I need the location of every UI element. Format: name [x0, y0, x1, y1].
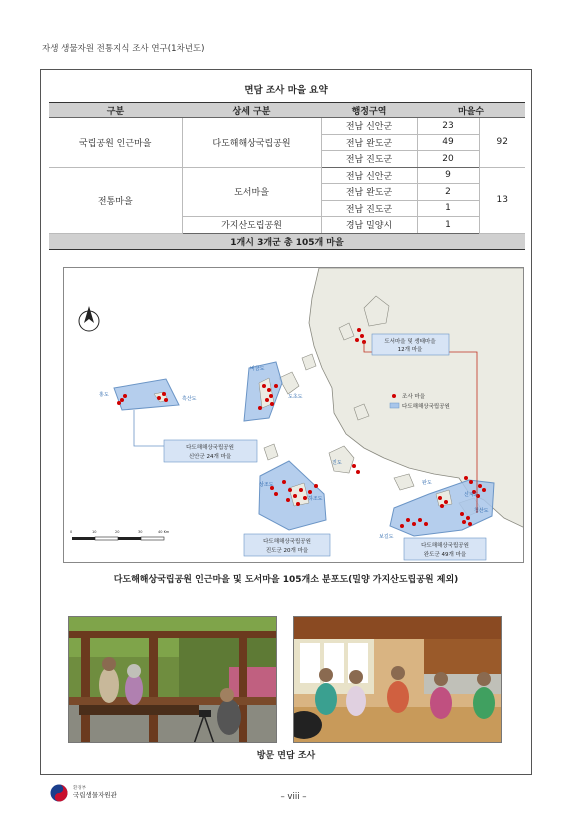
callout-jindo-line1: 다도해해상국립공원 [263, 539, 311, 545]
map-label-hongdo: 홍도 [99, 392, 109, 398]
village-dot [352, 464, 356, 468]
table-row [49, 118, 525, 135]
count-cell: 49 [417, 134, 479, 151]
village-dot [466, 516, 470, 520]
village-dot [269, 394, 273, 398]
village-dot [460, 512, 464, 516]
village-dot [265, 398, 269, 402]
village-dot [164, 398, 168, 402]
scale-tick: 20 [115, 530, 120, 534]
callout-wando-line1: 다도해해상국립공원 [421, 543, 469, 549]
village-dot [469, 480, 473, 484]
region-cell: 전남 신안군 [321, 118, 417, 135]
column-header: 구분 [49, 103, 182, 118]
map-label-docho: 도초도 [288, 394, 303, 400]
logo-institute: 국립생물자원관 [73, 790, 117, 799]
village-dot [418, 518, 422, 522]
legend-village: 조사 마을 [402, 394, 426, 400]
village-dot [464, 476, 468, 480]
callout-sinan-line2: 신안군 24개 마을 [188, 454, 232, 460]
map-label-heuksando: 흑산도 [182, 396, 197, 402]
wando-callout [404, 538, 486, 560]
category-cell: 전통마을 [49, 167, 182, 233]
village-dot [274, 384, 278, 388]
count-cell: 20 [417, 151, 479, 168]
village-dot [288, 488, 292, 492]
page-number: – viii – [280, 792, 307, 802]
subtotal-cell: 13 [479, 167, 525, 233]
village-dot [162, 392, 166, 396]
running-header: 자생 생물자원 전통지식 조사 연구(1차년도) [42, 44, 205, 54]
callout-wando-line2: 완도군 49개 마을 [423, 552, 467, 558]
village-dot [440, 504, 444, 508]
village-dot [270, 402, 274, 406]
scale-tick: 10 [92, 530, 97, 534]
village-dot [355, 338, 359, 342]
callout-jindo-line2: 진도군 20개 마을 [265, 548, 309, 554]
region-cell: 전남 진도군 [321, 151, 417, 168]
legend-park: 다도해해상국립공원 [402, 404, 450, 410]
interview-photo-indoor [293, 616, 502, 743]
legend-park-swatch-icon [390, 403, 399, 408]
scale-tick: 0 [70, 530, 73, 534]
detail-cell: 가지산도립공원 [182, 217, 321, 234]
village-dot [262, 384, 266, 388]
column-header: 마을수 [417, 103, 525, 118]
count-cell: 2 [417, 184, 479, 201]
column-header: 상세 구분 [182, 103, 321, 118]
village-dot [117, 401, 121, 405]
count-cell: 23 [417, 118, 479, 135]
village-dot [482, 488, 486, 492]
legend-dot-icon [392, 394, 396, 398]
village-dot [274, 492, 278, 496]
table-title: 면담 조사 마을 요약 [244, 85, 328, 96]
column-header: 행정구역 [321, 103, 417, 118]
table-row [49, 167, 525, 184]
logo-ministry: 환경부 [73, 785, 87, 791]
callout-island-line1: 도서마을 및 생태마을 [384, 339, 436, 345]
detail-cell: 다도해해상국립공원 [182, 118, 321, 168]
callout-island-line2: 12개 마을 [397, 347, 423, 353]
table-total-row [49, 233, 525, 249]
table-header-row [49, 103, 525, 118]
callout-sinan-line1: 다도해해상국립공원 [186, 445, 234, 451]
region-cell: 전남 완도군 [321, 134, 417, 151]
village-dot [412, 522, 416, 526]
village-dot [120, 398, 124, 402]
village-dot [282, 480, 286, 484]
village-dot [468, 522, 472, 526]
map-label-cheongsan: 청산도 [474, 508, 489, 514]
village-dot [356, 470, 360, 474]
map-label-sinji: 신지도 [464, 492, 479, 498]
map-svg [64, 268, 524, 563]
village-dot [258, 406, 262, 410]
map-label-sangjo: 상조도 [259, 482, 274, 488]
total-cell: 1개시 3개군 총 105개 마을 [49, 233, 525, 249]
subtotal-cell: 92 [479, 118, 525, 168]
photo-caption: 방문 면담 조사 [256, 751, 316, 761]
village-dot [357, 328, 361, 332]
distribution-map [63, 267, 524, 563]
map-label-bogil: 보길도 [379, 534, 394, 540]
village-dot [267, 388, 271, 392]
region-cell: 전남 완도군 [321, 184, 417, 201]
village-dot [438, 496, 442, 500]
map-label-hajo: 하조도 [308, 496, 323, 502]
village-dot [303, 496, 307, 500]
village-dot [286, 498, 290, 502]
category-cell: 국립공원 인근마을 [49, 118, 182, 168]
count-cell: 1 [417, 217, 479, 234]
region-cell: 경남 밀양시 [321, 217, 417, 234]
village-dot [299, 488, 303, 492]
region-cell: 전남 진도군 [321, 200, 417, 217]
village-dot [293, 494, 297, 498]
village-dot [424, 522, 428, 526]
village-dot [360, 334, 364, 338]
scale-tick: 30 [138, 530, 143, 534]
detail-cell: 도서마을 [182, 167, 321, 217]
village-dot [478, 484, 482, 488]
village-dot [406, 518, 410, 522]
village-dot [308, 490, 312, 494]
map-label-bigeumdo: 비금도 [250, 366, 265, 372]
jindo-callout [244, 534, 330, 556]
content-frame [40, 69, 532, 775]
summary-table [49, 102, 525, 250]
map-caption: 다도해해상국립공원 인근마을 및 도서마을 105개소 분포도(밀양 가지산도립공원 제외) [113, 575, 459, 585]
region-cell: 전남 신안군 [321, 167, 417, 184]
interview-photo-pavilion [68, 616, 277, 743]
village-dot [296, 502, 300, 506]
scale-tick: 40 Km [158, 530, 170, 534]
count-cell: 1 [417, 200, 479, 217]
map-label-jindo: 진도 [332, 460, 342, 466]
village-dot [157, 396, 161, 400]
village-dot [444, 500, 448, 504]
village-dot [314, 484, 318, 488]
village-dot [400, 524, 404, 528]
village-dot [123, 394, 127, 398]
village-dot [462, 520, 466, 524]
count-cell: 9 [417, 167, 479, 184]
map-label-wando: 완도 [422, 480, 432, 486]
